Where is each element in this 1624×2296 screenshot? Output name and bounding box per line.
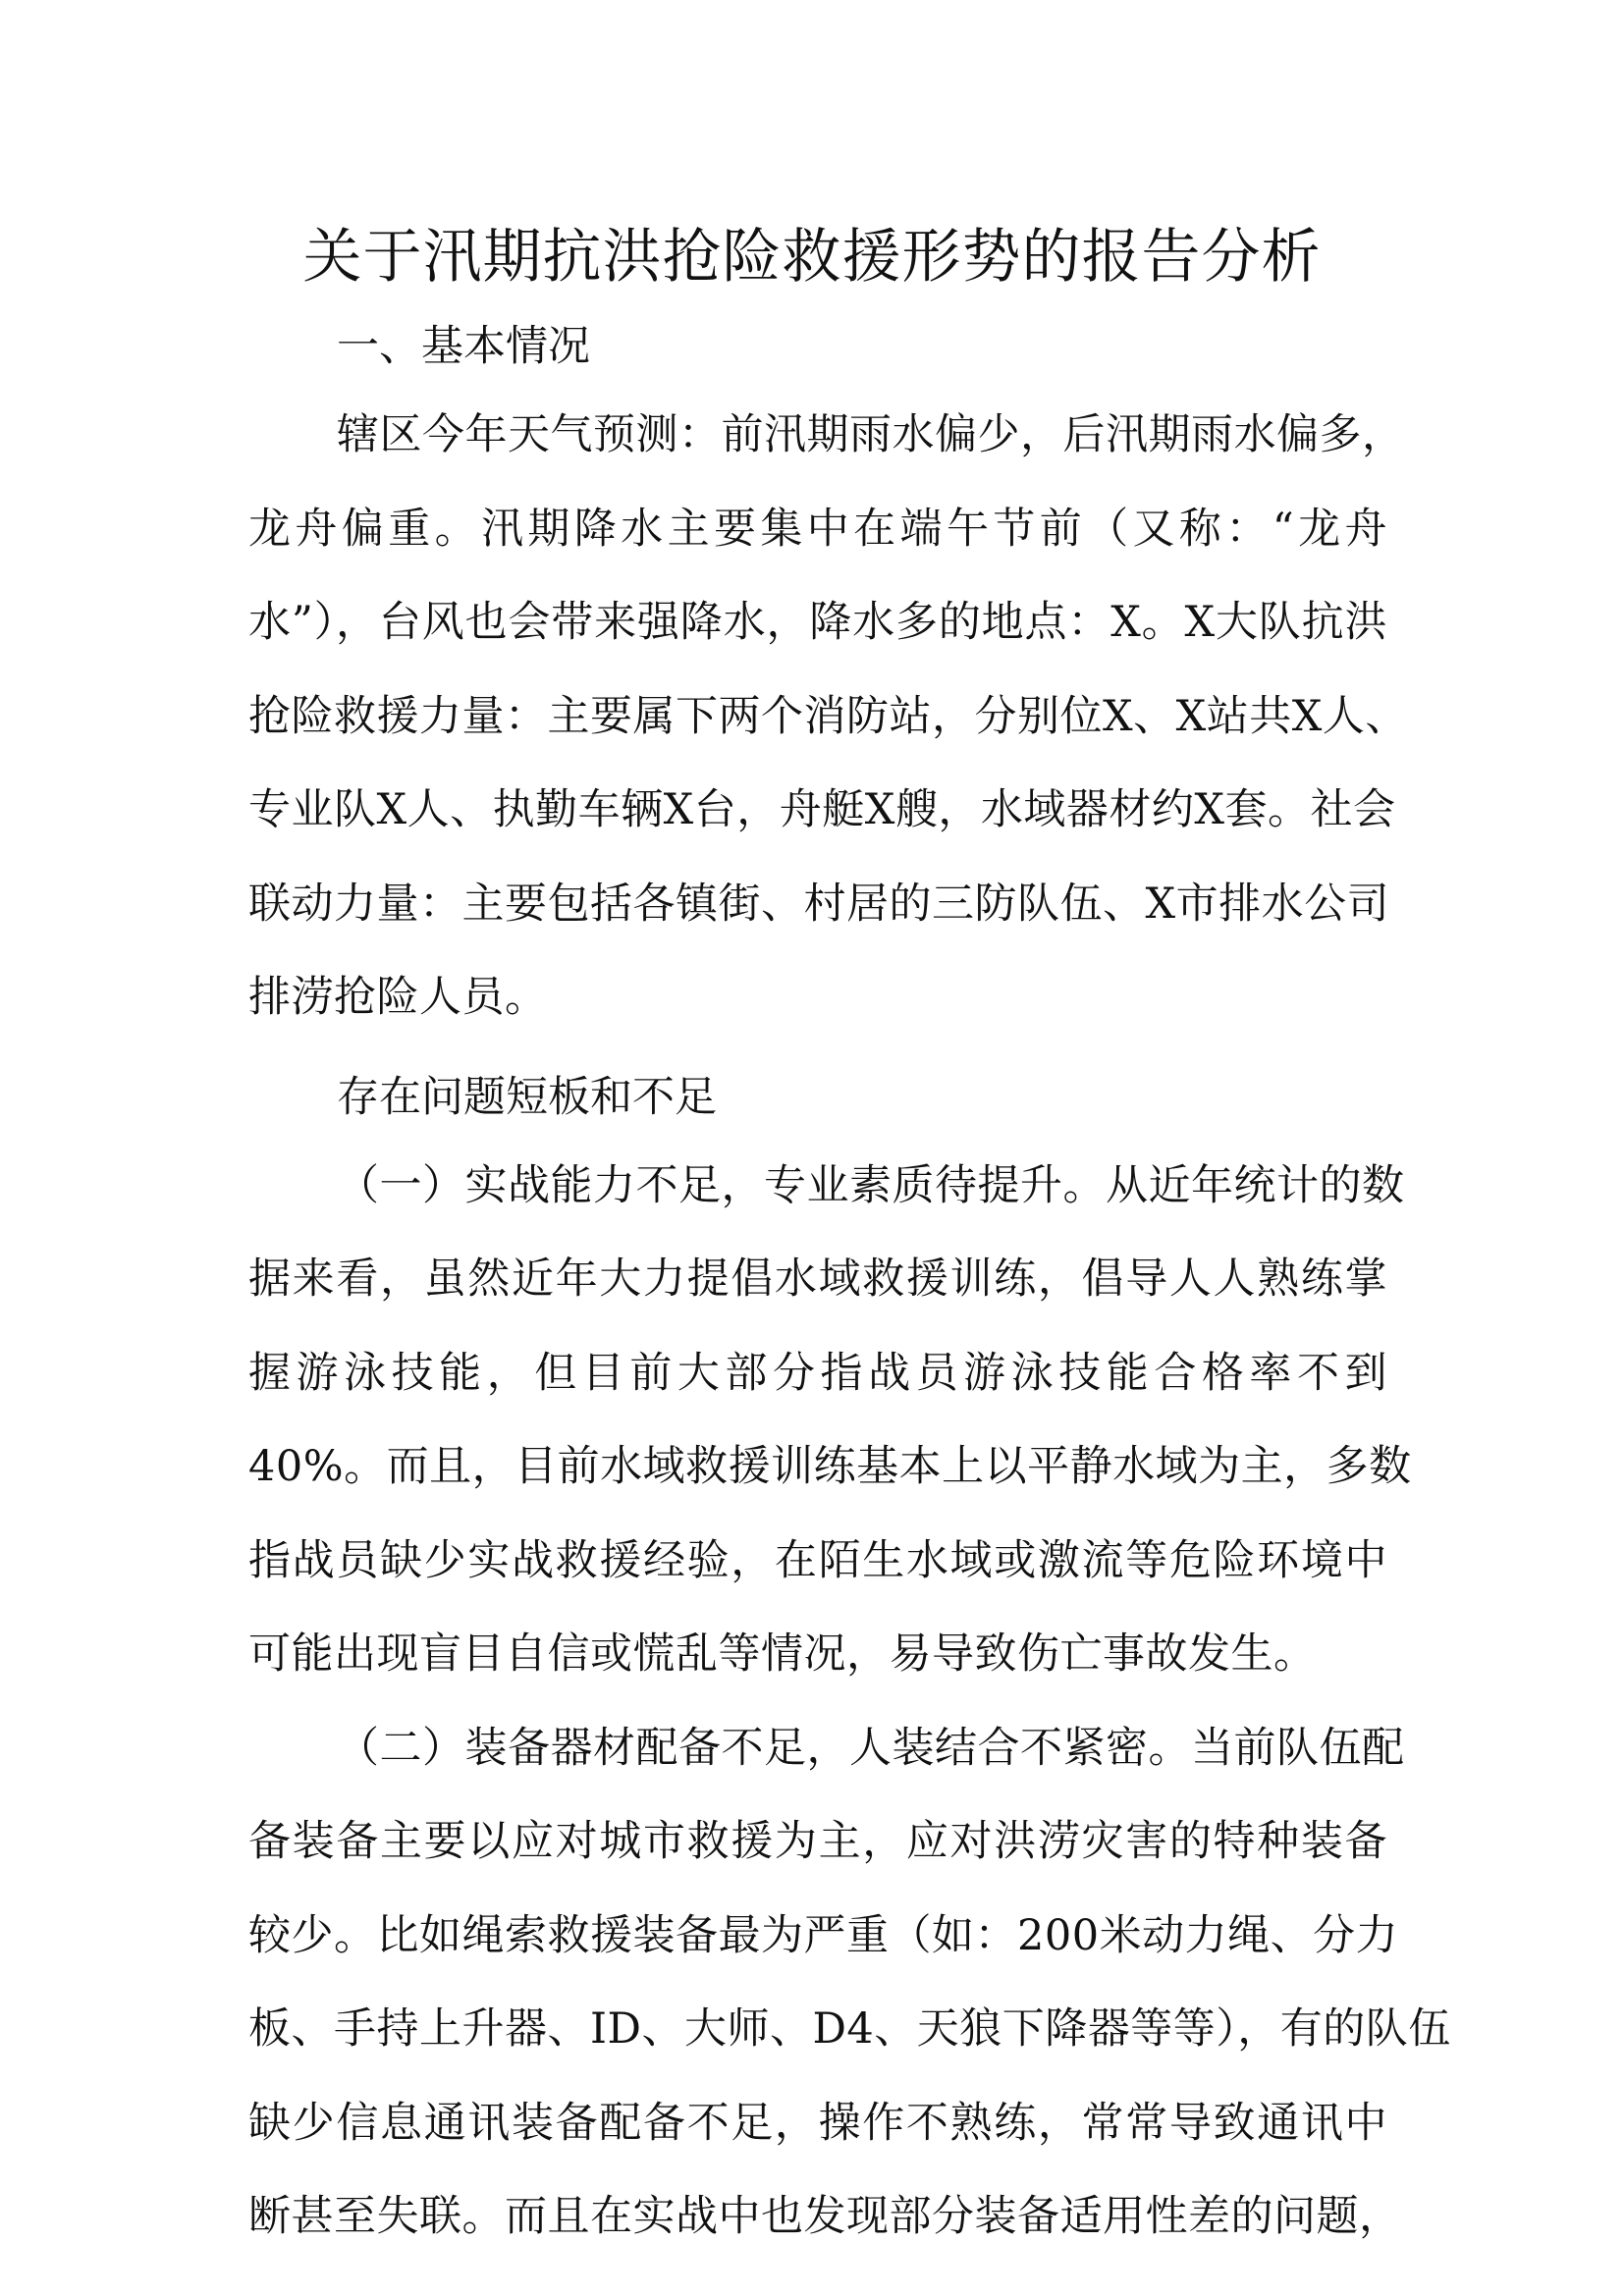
paragraph-line: 缺少信息通讯装备配备不足，操作不熟练，常常导致通讯中 [248,2098,1387,2148]
paragraph-line: 专业队X人、执勤车辆X台，舟艇X艘，水域器材约X套。社会 [248,785,1396,834]
paragraph-line: 辖区今年天气预测：前汛期雨水偏少，后汛期雨水偏多， [337,410,1405,459]
paragraph-line: 水”），台风也会带来强降水，降水多的地点：X。X大队抗洪 [248,598,1387,647]
paragraph-line: 较少。比如绳索救援装备最为严重（如：200米动力绳、分力 [248,1910,1399,1960]
spacer [248,1045,1387,1055]
paragraph-combat-capability [248,1140,1412,1702]
paragraph-line: 断甚至失联。而且在实战中也发现部分装备适用性差的问题， [248,2192,1402,2241]
paragraph-line: 握游泳技能，但目前大部分指战员游泳技能合格率不到 [248,1348,1387,1398]
paragraph-line: 可能出现盲目自信或慌乱等情况，易导致伤亡事故发生。 [248,1629,1317,1679]
paragraph-equipment [248,1702,1451,2265]
paragraph-line: 抢险救援力量：主要属下两个消防站，分别位X、X站共X人、 [248,691,1408,741]
paragraph-basic-situation [248,389,1408,1045]
paragraph-line: 排涝抢险人员。 [248,973,548,1022]
paragraph-line: 指战员缺少实战救援经验，在陌生水域或激流等危险环境中 [248,1535,1387,1585]
paragraph-line: 龙舟偏重。汛期降水主要集中在端午节前（又称：“龙舟 [248,504,1387,554]
paragraph-line: （一）实战能力不足，专业素质待提升。从近年统计的数 [337,1160,1405,1210]
paragraph-line: 联动力量：主要包括各镇街、村居的三防队伍、X市排水公司 [248,879,1390,929]
paragraph-line: 板、手持上升器、ID、大师、D4、天狼下降器等等），有的队伍 [248,2004,1451,2054]
document-body [248,304,1451,2265]
paragraph-line: 据来看，虽然近年大力提倡水域救援训练，倡导人人熟练掌 [248,1255,1387,1304]
paragraph-line: 备装备主要以应对城市救援为主，应对洪涝灾害的特种装备 [248,1817,1387,1866]
section-heading-problems: 存在问题短板和不足 [337,1072,717,1122]
document-title: 关于汛期抗洪抢险救援形势的报告分析 [302,223,1322,292]
paragraph-line: （二）装备器材配备不足，人装结合不紧密。当前队伍配 [337,1723,1405,1773]
paragraph-line: 40%。而且，目前水域救援训练基本上以平静水域为主，多数 [248,1442,1412,1491]
section-heading-basic-situation: 一、基本情况 [337,322,590,371]
